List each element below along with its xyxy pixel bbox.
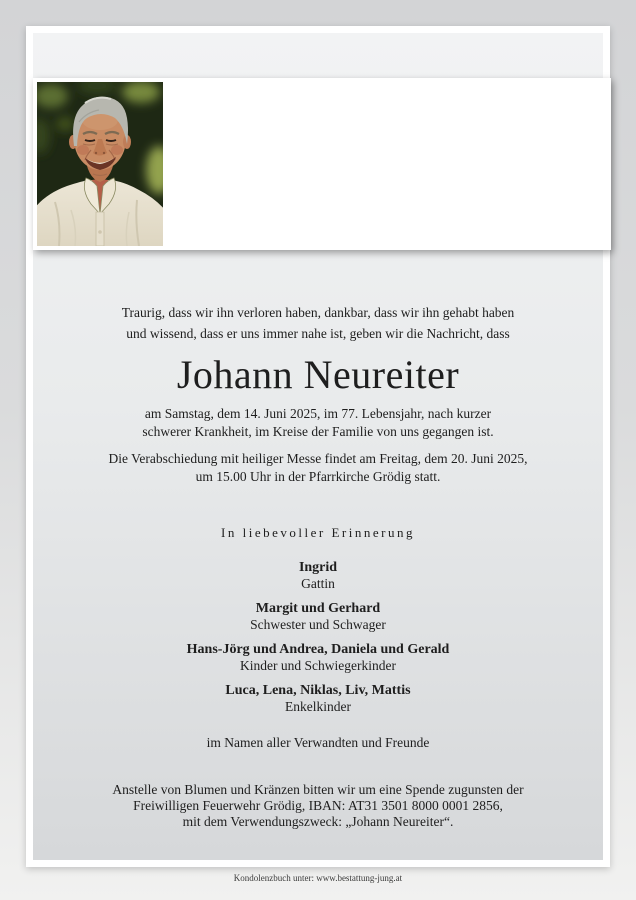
- donation-line: Anstelle von Blumen und Kränzen bitten wir um eine Spende zugunsten der: [112, 782, 524, 797]
- family-entry: [33, 560, 603, 591]
- family-entry: [33, 683, 603, 714]
- family-relation: Enkelkinder: [285, 699, 351, 714]
- family-relation: Gattin: [301, 576, 335, 591]
- memorial-card: [26, 26, 610, 867]
- closing-line: im Namen aller Verwandten und Freunde: [206, 735, 430, 750]
- death-line: schwerer Krankheit, im Kreise der Familie von uns gegangen ist.: [142, 424, 494, 439]
- family-names: Hans-Jörg und Andrea, Daniela und Gerald: [186, 642, 450, 657]
- donation-line: mit dem Verwendungszweck: „Johann Neureiter“.: [182, 814, 454, 829]
- family-names: Luca, Lena, Niklas, Liv, Mattis: [225, 683, 411, 698]
- funeral-details: [33, 450, 603, 486]
- intro-line: und wissend, dass er uns immer nahe ist, geben wir die Nachricht, dass: [126, 326, 510, 341]
- announcement-intro: [33, 302, 603, 344]
- family-names: Margit und Gerhard: [255, 601, 381, 616]
- family-entry: [33, 642, 603, 673]
- portrait-illustration: [37, 82, 163, 246]
- donation-note: [33, 782, 603, 830]
- funeral-line: um 15.00 Uhr in der Pfarrkirche Grödig statt.: [195, 469, 441, 484]
- death-details: [33, 405, 603, 441]
- remembrance-heading: In liebevoller Erinnerung: [221, 525, 415, 540]
- funeral-line: Die Verabschiedung mit heiliger Messe findet am Freitag, dem 20. Juni 2025,: [108, 451, 528, 466]
- deceased-name: Johann Neureiter: [176, 352, 460, 397]
- death-line: am Samstag, dem 14. Juni 2025, im 77. Lebensjahr, nach kurzer: [144, 406, 492, 421]
- family-entry: [33, 601, 603, 632]
- family-list: [33, 560, 603, 724]
- family-relation: Kinder und Schwiegerkinder: [240, 658, 396, 673]
- family-relation: Schwester und Schwager: [250, 617, 386, 632]
- intro-line: Traurig, dass wir ihn verloren haben, dankbar, dass wir ihn gehabt haben: [121, 305, 515, 320]
- donation-line: Freiwilligen Feuerwehr Grödig, IBAN: AT31 3501 8000 0001 2856,: [133, 798, 503, 813]
- condolence-book-note: Kondolenzbuch unter: www.bestattung-jung.at: [233, 873, 403, 883]
- portrait-photo: [33, 78, 611, 250]
- family-names: Ingrid: [298, 560, 338, 575]
